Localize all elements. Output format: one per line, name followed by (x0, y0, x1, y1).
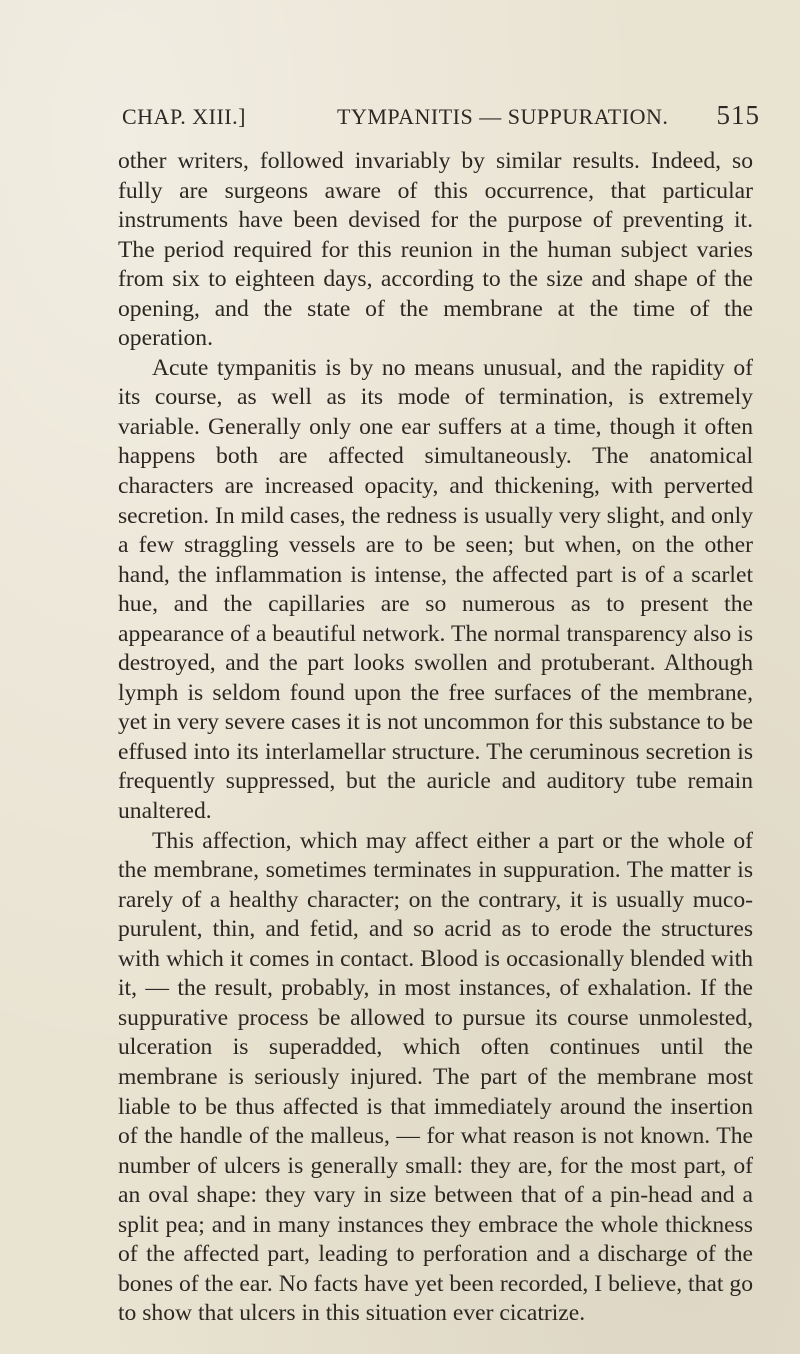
running-title: TYMPANITIS — SUPPURATION. (337, 104, 669, 129)
paragraph-acute-tympanitis: Acute tympanitis is by no means unusual, and the rapidity of its course, as well as its mode of termination, is extremely variable. Generally only one ear suffers at a time, though it often happens both are affected simultaneously. The anatomical characters are increased opacity, and thickening, with perverted secretion. In mild cases, the redness is usually very slight, and only a few straggling vessels are to be seen; but when, on the other hand, the inflammation is intense, the affected part is of a scarlet hue, and the capillaries are so numerous as to present the appearance of a beautiful network. The normal transparency also is destroyed, and the part looks swollen and protuberant. Although lymph is seldom found upon the free surfaces of the membrane, yet in very severe cases it is not uncommon for this substance to be effused into its interlamellar structure. The ceruminous secretion is frequently suppressed, but the auricle and auditory tube remain unaltered. (118, 354, 753, 825)
chapter-label: CHAP. XIII.] (122, 104, 246, 129)
paragraph-suppuration: This affection, which may affect either a part or the whole of the membrane, sometimes terminates in suppuration. The matter is rarely of a healthy character; on the contrary, it is usually muco-purulent, thin, and fetid, and so acrid as to erode the structures with which it comes in contact. Blood is occasionally blended with it, — the result, probably, in most instances, of exhalation. If the suppurative process be allowed to pursue its course unmolested, ulceration is superadded, which often continues until the membrane is seriously injured. The part of the membrane most liable to be thus affected is that immediately around the insertion of the handle of the malleus, — for what reason is not known. The number of ulcers is generally small: they are, for the most part, of an oval shape: they vary in size between that of a pin-head and a split pea; and in many instances they embrace the whole thickness of the affected part, leading to perforation and a discharge of the bones of the ear. No facts have yet been recorded, I believe, that go to show that ulcers in this situation ever cicatrize. (118, 827, 753, 1327)
running-head (122, 100, 760, 134)
page-number: 515 (716, 100, 760, 130)
body-text (118, 147, 753, 1329)
paragraph-continuation: other writers, followed invariably by similar results. Indeed, so fully are surgeons aware of this occurrence, that particular instruments have been devised for the purpose of preventing it. The period required for this reunion in the human subject varies from six to eighteen days, according to the size and shape of the opening, and the state of the membrane at the time of the operation. (118, 148, 753, 352)
